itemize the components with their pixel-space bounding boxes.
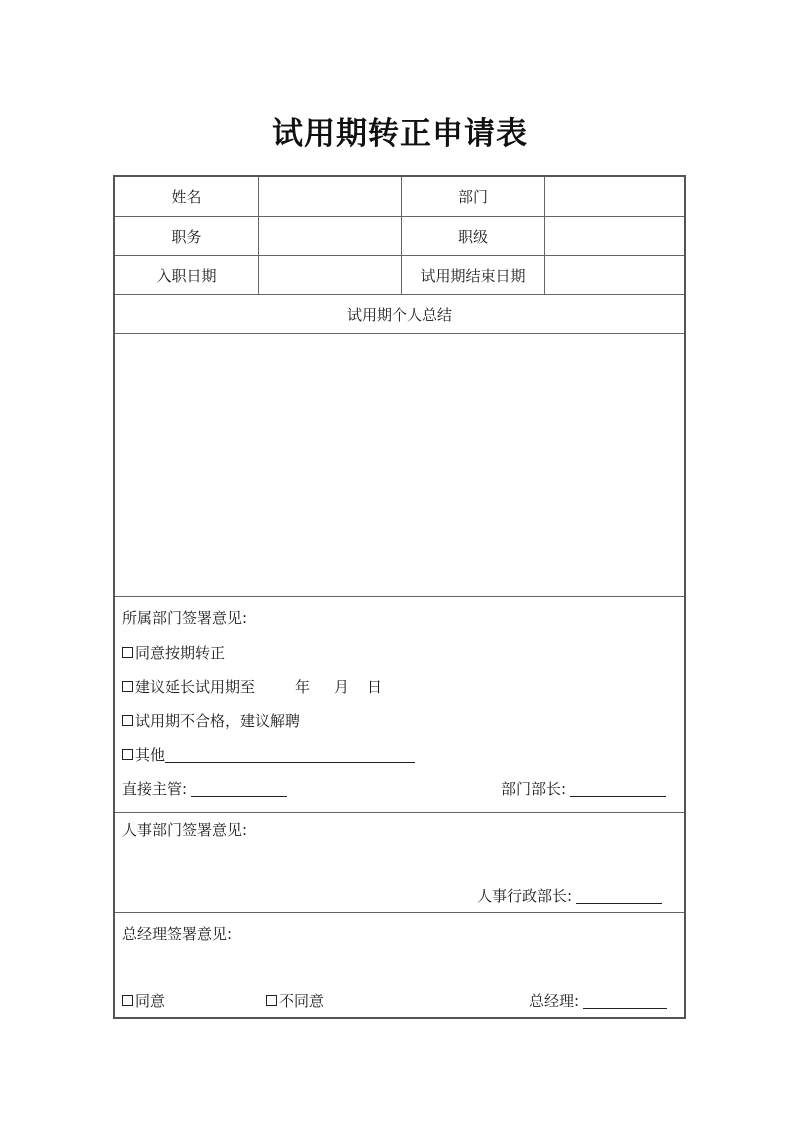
checkbox-gm-disagree[interactable]	[266, 995, 277, 1006]
hire-date-label: 入职日期	[156, 266, 217, 285]
gm-sign	[529, 990, 667, 1011]
gm-disagree-text: 不同意	[279, 992, 325, 1010]
checkbox-other[interactable]	[122, 749, 133, 760]
hr-head-sign	[477, 885, 662, 906]
page-title: 试用期转正申请表	[272, 116, 528, 152]
row-position-rank	[115, 217, 684, 256]
row-name-dept	[115, 177, 684, 217]
option-fail-text: 试用期不合格，建议解聘	[135, 712, 301, 730]
summary-label: 试用期个人总结	[346, 305, 452, 324]
summary-body[interactable]	[115, 334, 684, 597]
summary-header-row	[115, 295, 684, 334]
gm-opinion-label: 总经理签署意见:	[122, 925, 233, 943]
dept-head-sign	[501, 778, 666, 799]
supervisor-sign-line[interactable]	[191, 780, 287, 797]
rank-label: 职级	[401, 217, 544, 255]
row-dates	[115, 256, 684, 295]
option-extend[interactable]	[122, 676, 382, 697]
other-input-line[interactable]	[165, 746, 415, 763]
dept-opinion-label: 所属部门签署意见:	[122, 609, 248, 627]
probation-end-label: 试用期结束日期	[401, 256, 544, 294]
dept-head-sign-line[interactable]	[570, 780, 666, 797]
gm-opinion-section	[115, 913, 684, 1017]
checkbox-extend[interactable]	[122, 681, 133, 692]
option-extend-text: 建议延长试用期至	[135, 678, 256, 696]
gm-agree-text: 同意	[135, 992, 166, 1010]
option-fail[interactable]	[122, 710, 300, 731]
option-agree-text: 同意按期转正	[135, 644, 226, 662]
hr-head-label: 人事行政部长:	[477, 887, 573, 905]
dept-label: 部门	[401, 177, 544, 216]
month-label: 月	[334, 678, 350, 696]
option-other-text: 其他	[135, 746, 166, 764]
hr-opinion-label: 人事部门签署意见:	[122, 821, 248, 839]
checkbox-agree[interactable]	[122, 647, 133, 658]
day-label: 日	[367, 678, 383, 696]
name-label: 姓名	[171, 188, 202, 206]
dept-opinion-section	[115, 597, 684, 813]
supervisor-sign	[122, 778, 287, 799]
gm-sign-line[interactable]	[583, 992, 667, 1009]
application-form	[113, 175, 686, 1019]
gm-agree-option[interactable]	[122, 990, 165, 1011]
checkbox-gm-agree[interactable]	[122, 995, 133, 1006]
name-field[interactable]	[258, 177, 401, 216]
gm-disagree-option[interactable]	[266, 990, 324, 1011]
dept-head-label: 部门部长:	[501, 780, 567, 798]
hr-opinion-section	[115, 813, 684, 913]
position-field[interactable]	[258, 217, 401, 255]
option-agree[interactable]	[122, 642, 225, 663]
probation-end-field[interactable]	[544, 256, 684, 294]
checkbox-fail[interactable]	[122, 715, 133, 726]
option-other[interactable]	[122, 744, 415, 765]
year-label: 年	[295, 678, 311, 696]
rank-field[interactable]	[544, 217, 684, 255]
supervisor-label: 直接主管:	[122, 780, 188, 798]
dept-field[interactable]	[544, 177, 684, 216]
position-label: 职务	[171, 227, 202, 246]
gm-label: 总经理:	[529, 992, 580, 1010]
hire-date-field[interactable]	[258, 256, 401, 294]
hr-head-sign-line[interactable]	[576, 887, 662, 904]
